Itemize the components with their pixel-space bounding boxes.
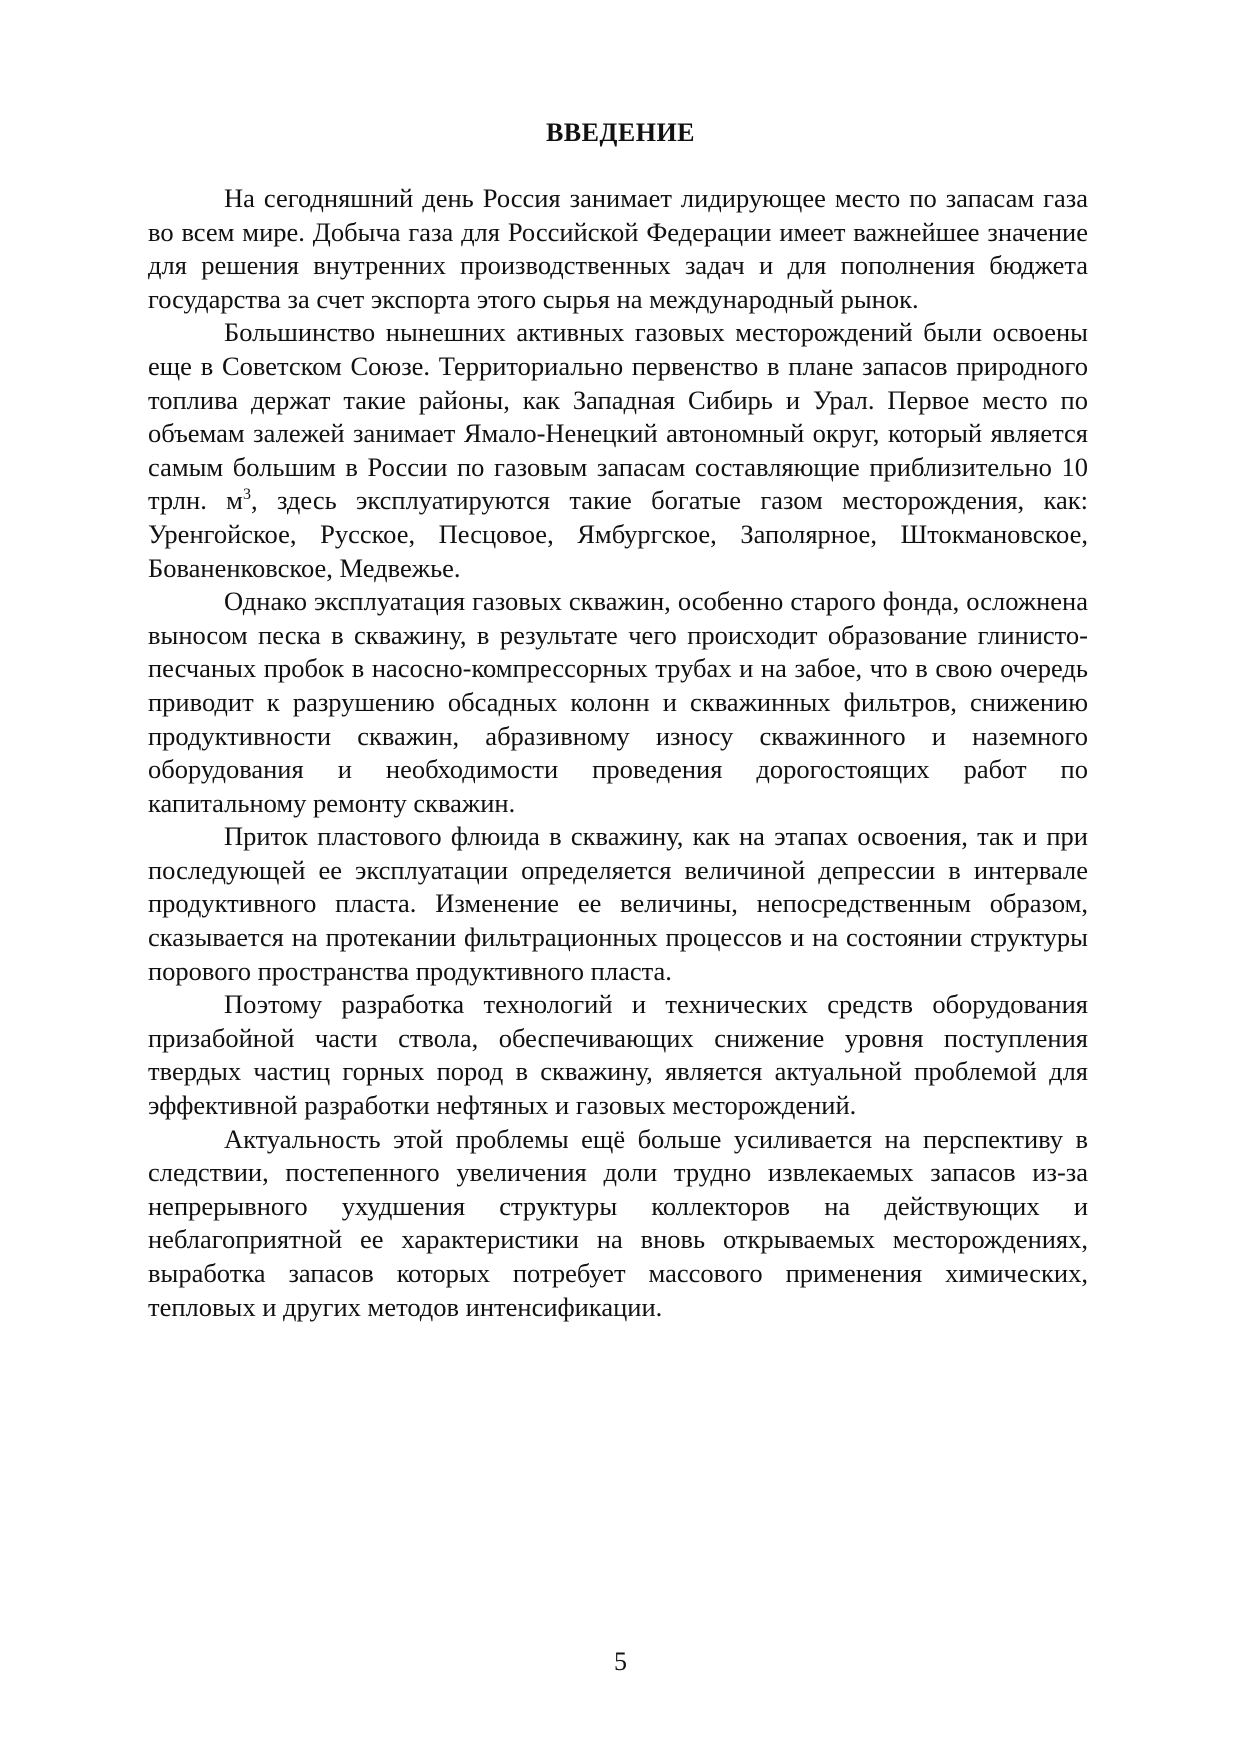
page-number: 5: [614, 1647, 627, 1676]
paragraph-1: На сегодняшний день Россия занимает лидирующее место по запасам газа во всем мире. Добыча газа для Российской Федерации имеет важнейшее значение для решения внутренних производственных задач и для пополнения бюджета государства за счет экспорта этого сырья на международный рынок.: [148, 183, 1088, 314]
paragraph-6: Актуальность этой проблемы ещё больше усиливается на перспективу в следствии, постепенного увеличения доли трудно извлекаемых запасов из-за непрерывного ухудшения структуры коллекторов на действующих и неблагоприятной ее характеристики на вновь открываемых месторождениях, выработка запасов которых потребует массового применения химических, тепловых и других методов интенсификации.: [148, 1123, 1088, 1322]
body-text: [148, 182, 1088, 1324]
section-heading: ВВЕДЕНИЕ: [545, 118, 696, 147]
paragraph-2: [148, 316, 1088, 585]
paragraph-4: Приток пластового флюида в скважину, как на этапах освоения, так и при последующей ее эксплуатации определяется величиной депрессии в интервале продуктивного пласта. Изменение ее величины, непосредственным образом, сказывается на протекании фильтрационных процессов и на состоянии структуры порового пространства продуктивного пласта.: [148, 821, 1088, 986]
paragraph-2-text-after: , здесь эксплуатируются такие богатые газом месторождения, как: Уренгойское, Русское, Песцовое, Ямбургское, Заполярное, Штокмановское, Бованенковское, Медвежье.: [148, 485, 1088, 583]
paragraph-3: Однако эксплуатация газовых скважин, особенно старого фонда, осложнена выносом песка в скважину, в результате чего происходит образование глинисто-песчаных пробок в насосно-компрессорных трубах и на забое, что в свою очередь приводит к разрушению обсадных колонн и скважинных фильтров, снижению продуктивности скважин, абразивному износу скважинного и наземного оборудования и необходимости проведения дорогостоящих работ по капитальному ремонту скважин.: [148, 586, 1088, 818]
cubic-superscript: 3: [242, 486, 251, 504]
paragraph-5: Поэтому разработка технологий и технических средств оборудования призабойной части ствола, обеспечивающих снижение уровня поступления твердых частиц горных пород в скважину, является актуальной проблемой для эффективной разработки нефтяных и газовых месторождений.: [148, 989, 1088, 1121]
paragraph-2-text-before: Большинство нынешних активных газовых месторождений были освоены еще в Советском Союзе. Территориально первенство в плане запасов природного топлива держат такие районы, как Западная Сибирь и Урал. Первое место по объемам залежей занимает Ямало-Ненецкий автономный округ, который является самым большим в России по газовым запасам составляющие приблизительно 10 трлн. м: [148, 317, 1088, 516]
